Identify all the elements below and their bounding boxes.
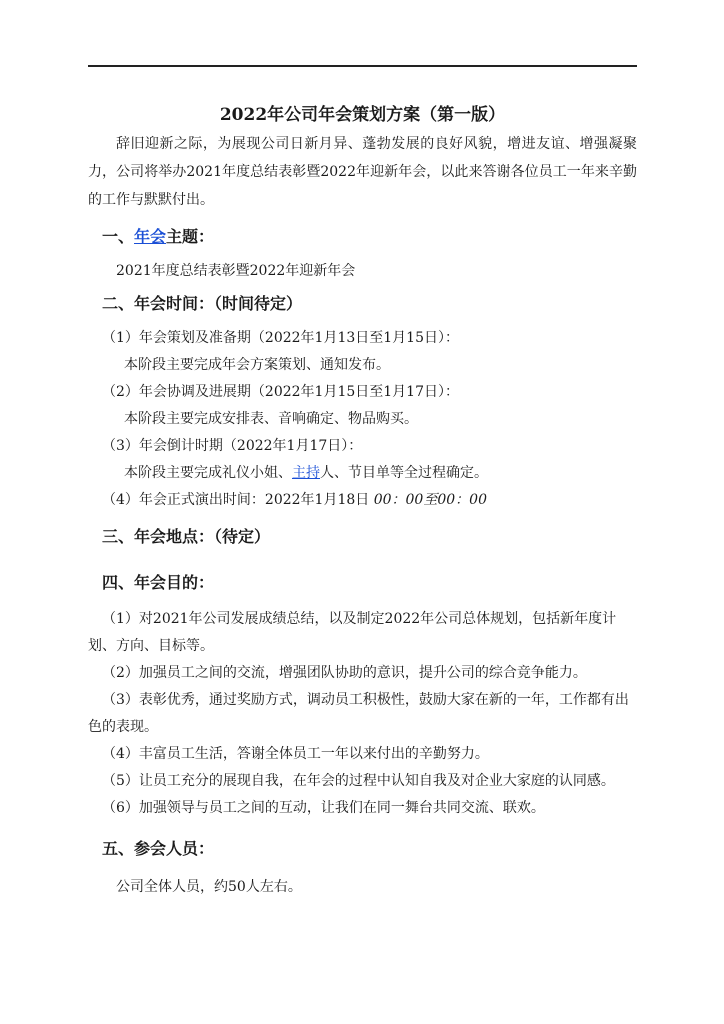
schedule-item-2-detail: 本阶段主要完成安排表、音响确定、物品购买。 — [124, 411, 418, 427]
host-link[interactable]: 主持 — [292, 465, 320, 481]
schedule-item-3: （3）年会倒计时期（2022年1月17日）： — [102, 438, 363, 454]
schedule-item-3-detail — [88, 460, 637, 487]
section-3-heading: 三、年会地点：（待定） — [102, 527, 271, 546]
schedule-item-1: （1）年会策划及准备期（2022年1月13日至1月15日）： — [102, 330, 459, 346]
annual-meeting-link[interactable]: 年会 — [134, 227, 167, 246]
intro-paragraph: 辞旧迎新之际，为展现公司日新月异、蓬勃发展的良好风貌，增进友谊、增强凝聚力，公司将举办2021年度总结表彰暨2022年迎新年会，以此来答谢各位员工一年来辛勤的工作与默默付出。 — [88, 136, 637, 208]
section-1-prefix: 一、 — [102, 227, 135, 246]
purpose-item-5: （5）让员工充分的展现自我，在年会的过程中认知自我及对企业大家庭的认同感。 — [102, 773, 615, 789]
schedule-item-3-detail-b: 人、节目单等全过程确定。 — [320, 465, 488, 481]
purpose-item-3: （3）表彰优秀，通过奖励方式，调动员工积极性，鼓励大家在新的一年，工作都有出色的表现。 — [88, 692, 629, 735]
purpose-item-2: （2）加强员工之间的交流，增强团队协助的意识，提升公司的综合竞争能力。 — [102, 665, 587, 681]
schedule-item-4-text: （4）年会正式演出时间：2022年1月18日 — [102, 492, 370, 508]
section-2-heading: 二、年会时间：（时间待定） — [102, 294, 303, 313]
schedule-item-4-time: 00：00至00：00 — [369, 492, 487, 508]
purpose-item-6: （6）加强领导与员工之间的互动，让我们在同一舞台共同交流、联欢。 — [102, 800, 545, 816]
schedule-item-2: （2）年会协调及进展期（2022年1月15日至1月17日）： — [102, 384, 459, 400]
purpose-item-1: （1）对2021年公司发展成绩总结，以及制定2022年公司总体规划，包括新年度计划、方向、目标等。 — [88, 611, 617, 654]
section-1-heading — [88, 222, 637, 252]
purpose-item-4: （4）丰富员工生活，答谢全体员工一年以来付出的辛勤努力。 — [102, 746, 489, 762]
section-4-heading: 四、年会目的： — [102, 573, 215, 592]
theme-text: 2021年度总结表彰暨2022年迎新年会 — [116, 263, 356, 279]
header-rule — [88, 65, 637, 67]
document-page — [88, 100, 637, 901]
attendees-text: 公司全体人员，约50人左右。 — [116, 879, 302, 895]
section-1-suffix: 主题： — [166, 227, 215, 246]
schedule-item-1-detail: 本阶段主要完成年会方案策划、通知发布。 — [124, 357, 390, 373]
section-5-heading: 五、参会人员： — [102, 839, 215, 858]
schedule-item-3-detail-a: 本阶段主要完成礼仪小姐、 — [124, 465, 292, 481]
schedule-item-4 — [88, 487, 637, 514]
document-title: 2022年公司年会策划方案（第一版） — [219, 105, 506, 125]
